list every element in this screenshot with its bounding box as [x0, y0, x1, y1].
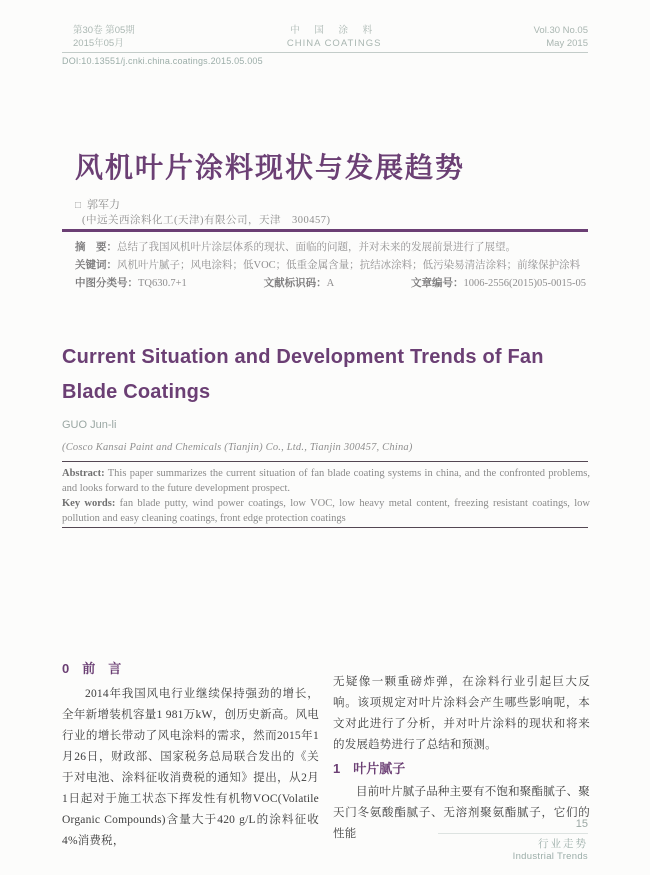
header-right [534, 24, 588, 50]
english-abstract-block [62, 466, 590, 526]
author-row [75, 196, 120, 212]
article-no-label: 文章编号： [411, 278, 464, 289]
author-marker-icon: □ [75, 200, 82, 211]
keywords-cn-row [75, 257, 588, 275]
doc-code-item [264, 275, 335, 293]
keywords-label-en: Key words: [62, 498, 116, 509]
section-0-heading: 0 前 言 [62, 661, 122, 676]
keywords-en-paragraph [62, 496, 590, 526]
column-name-en: Industrial Trends [512, 851, 588, 862]
page-number: 15 [575, 818, 588, 830]
article-no-value: 1006-2556(2015)05-0015-05 [463, 278, 586, 289]
article-no-item [411, 275, 586, 293]
volume-issue: 第30卷 第05期 [73, 25, 135, 36]
keywords-text-cn: 风机叶片腻子；风电涂料；低VOC；低重金属含量；抗结冰涂料；低污染易清洁涂料；前缘保护涂料 [117, 260, 581, 271]
section-0-paragraph: 2014年我国风电行业继续保持强劲的增长，全年新增装机容量1 981万kW，创历史新高。风电行业的增长带动了风电涂料的需求，然而2015年1月26日，财政部、国家税务总局联合发出的《关于对电池、涂料征收消费税的通知》提出，从2月1日起对于施工状态下挥发性有机物VOC(Volatile Organic Compounds)含量大于420 g/L的涂料征收4%消费税， [62, 688, 319, 847]
clc-label: 中图分类号： [75, 278, 138, 289]
keywords-text-en: fan blade putty, wind power coatings, low VOC, low heavy metal content, freezing resistant coatings, low pollution and easy cleaning coatings, front edge protection coatings [62, 498, 590, 524]
abstract-label-en: Abstract: [62, 468, 105, 479]
clc-item [75, 275, 187, 293]
english-abstract-bottom-rule [62, 527, 588, 528]
abstract-text-en: This paper summarizes the current situation of fan blade coating systems in china, and the confronted problems, and looks forward to the future development prospect. [62, 468, 590, 494]
keywords-label-cn: 关键词： [75, 260, 117, 271]
author-name-cn: 郭军力 [87, 199, 121, 211]
abstract-label-cn: 摘 要： [75, 242, 117, 253]
header-left [62, 24, 135, 50]
section-1-paragraph: 目前叶片腻子品种主要有不饱和聚酯腻子、聚天门冬氨酸酯腻子、无溶剂聚氨酯腻子，它们的性能 [333, 786, 590, 840]
abstract-cn-row [75, 239, 588, 257]
affiliation-en: (Cosco Kansai Paint and Chemicals (Tianjin) Co., Ltd., Tianjin 300457, China) [62, 442, 413, 453]
article-title-cn: 风机叶片涂料现状与发展趋势 [75, 152, 466, 183]
english-abstract-top-rule [62, 461, 588, 462]
column-name-cn: 行业走势 [538, 838, 588, 850]
body-column-left [62, 660, 319, 852]
classification-row [75, 275, 588, 293]
abstract-top-rule [62, 229, 588, 232]
abstract-en-paragraph [62, 466, 590, 496]
doi-line: DOI:10.13551/j.cnki.china.coatings.2015.05.005 [62, 56, 263, 66]
journal-title-cn: 中 国 涂 料 [290, 25, 379, 36]
footer-rule [438, 833, 588, 834]
header-center [287, 24, 382, 50]
clc-number: TQ630.7+1 [138, 278, 187, 289]
vol-no-en: Vol.30 No.05 [533, 25, 588, 36]
journal-header [62, 24, 588, 50]
article-title-en: Current Situation and Development Trends of Fan Blade Coatings [62, 346, 544, 403]
doc-code-value: A [326, 278, 335, 289]
section-1-heading: 1 叶片腻子 [333, 761, 406, 776]
issue-date-en: May 2015 [546, 38, 588, 49]
doc-code-label: 文献标识码： [263, 278, 327, 289]
header-divider [62, 52, 588, 53]
page-footer [438, 818, 588, 862]
author-name-en: GUO Jun-li [62, 419, 117, 431]
abstract-text-cn: 总结了我国风机叶片涂层体系的现状、面临的问题，并对未来的发展前景进行了展望。 [117, 242, 516, 253]
chinese-meta-block [62, 239, 588, 293]
issue-date-cn: 2015年05月 [73, 38, 124, 49]
affiliation-cn: (中远关西涂料化工(天津)有限公司，天津 300457) [82, 215, 331, 226]
journal-title-en: CHINA COATINGS [286, 38, 382, 49]
continuation-paragraph: 无疑像一颗重磅炸弹，在涂料行业引起巨大反响。该项规定对叶片涂料会产生哪些影响呢，本文对此进行了分析，并对叶片涂料的现状和将来的发展趋势进行了总结和预测。 [333, 676, 590, 751]
